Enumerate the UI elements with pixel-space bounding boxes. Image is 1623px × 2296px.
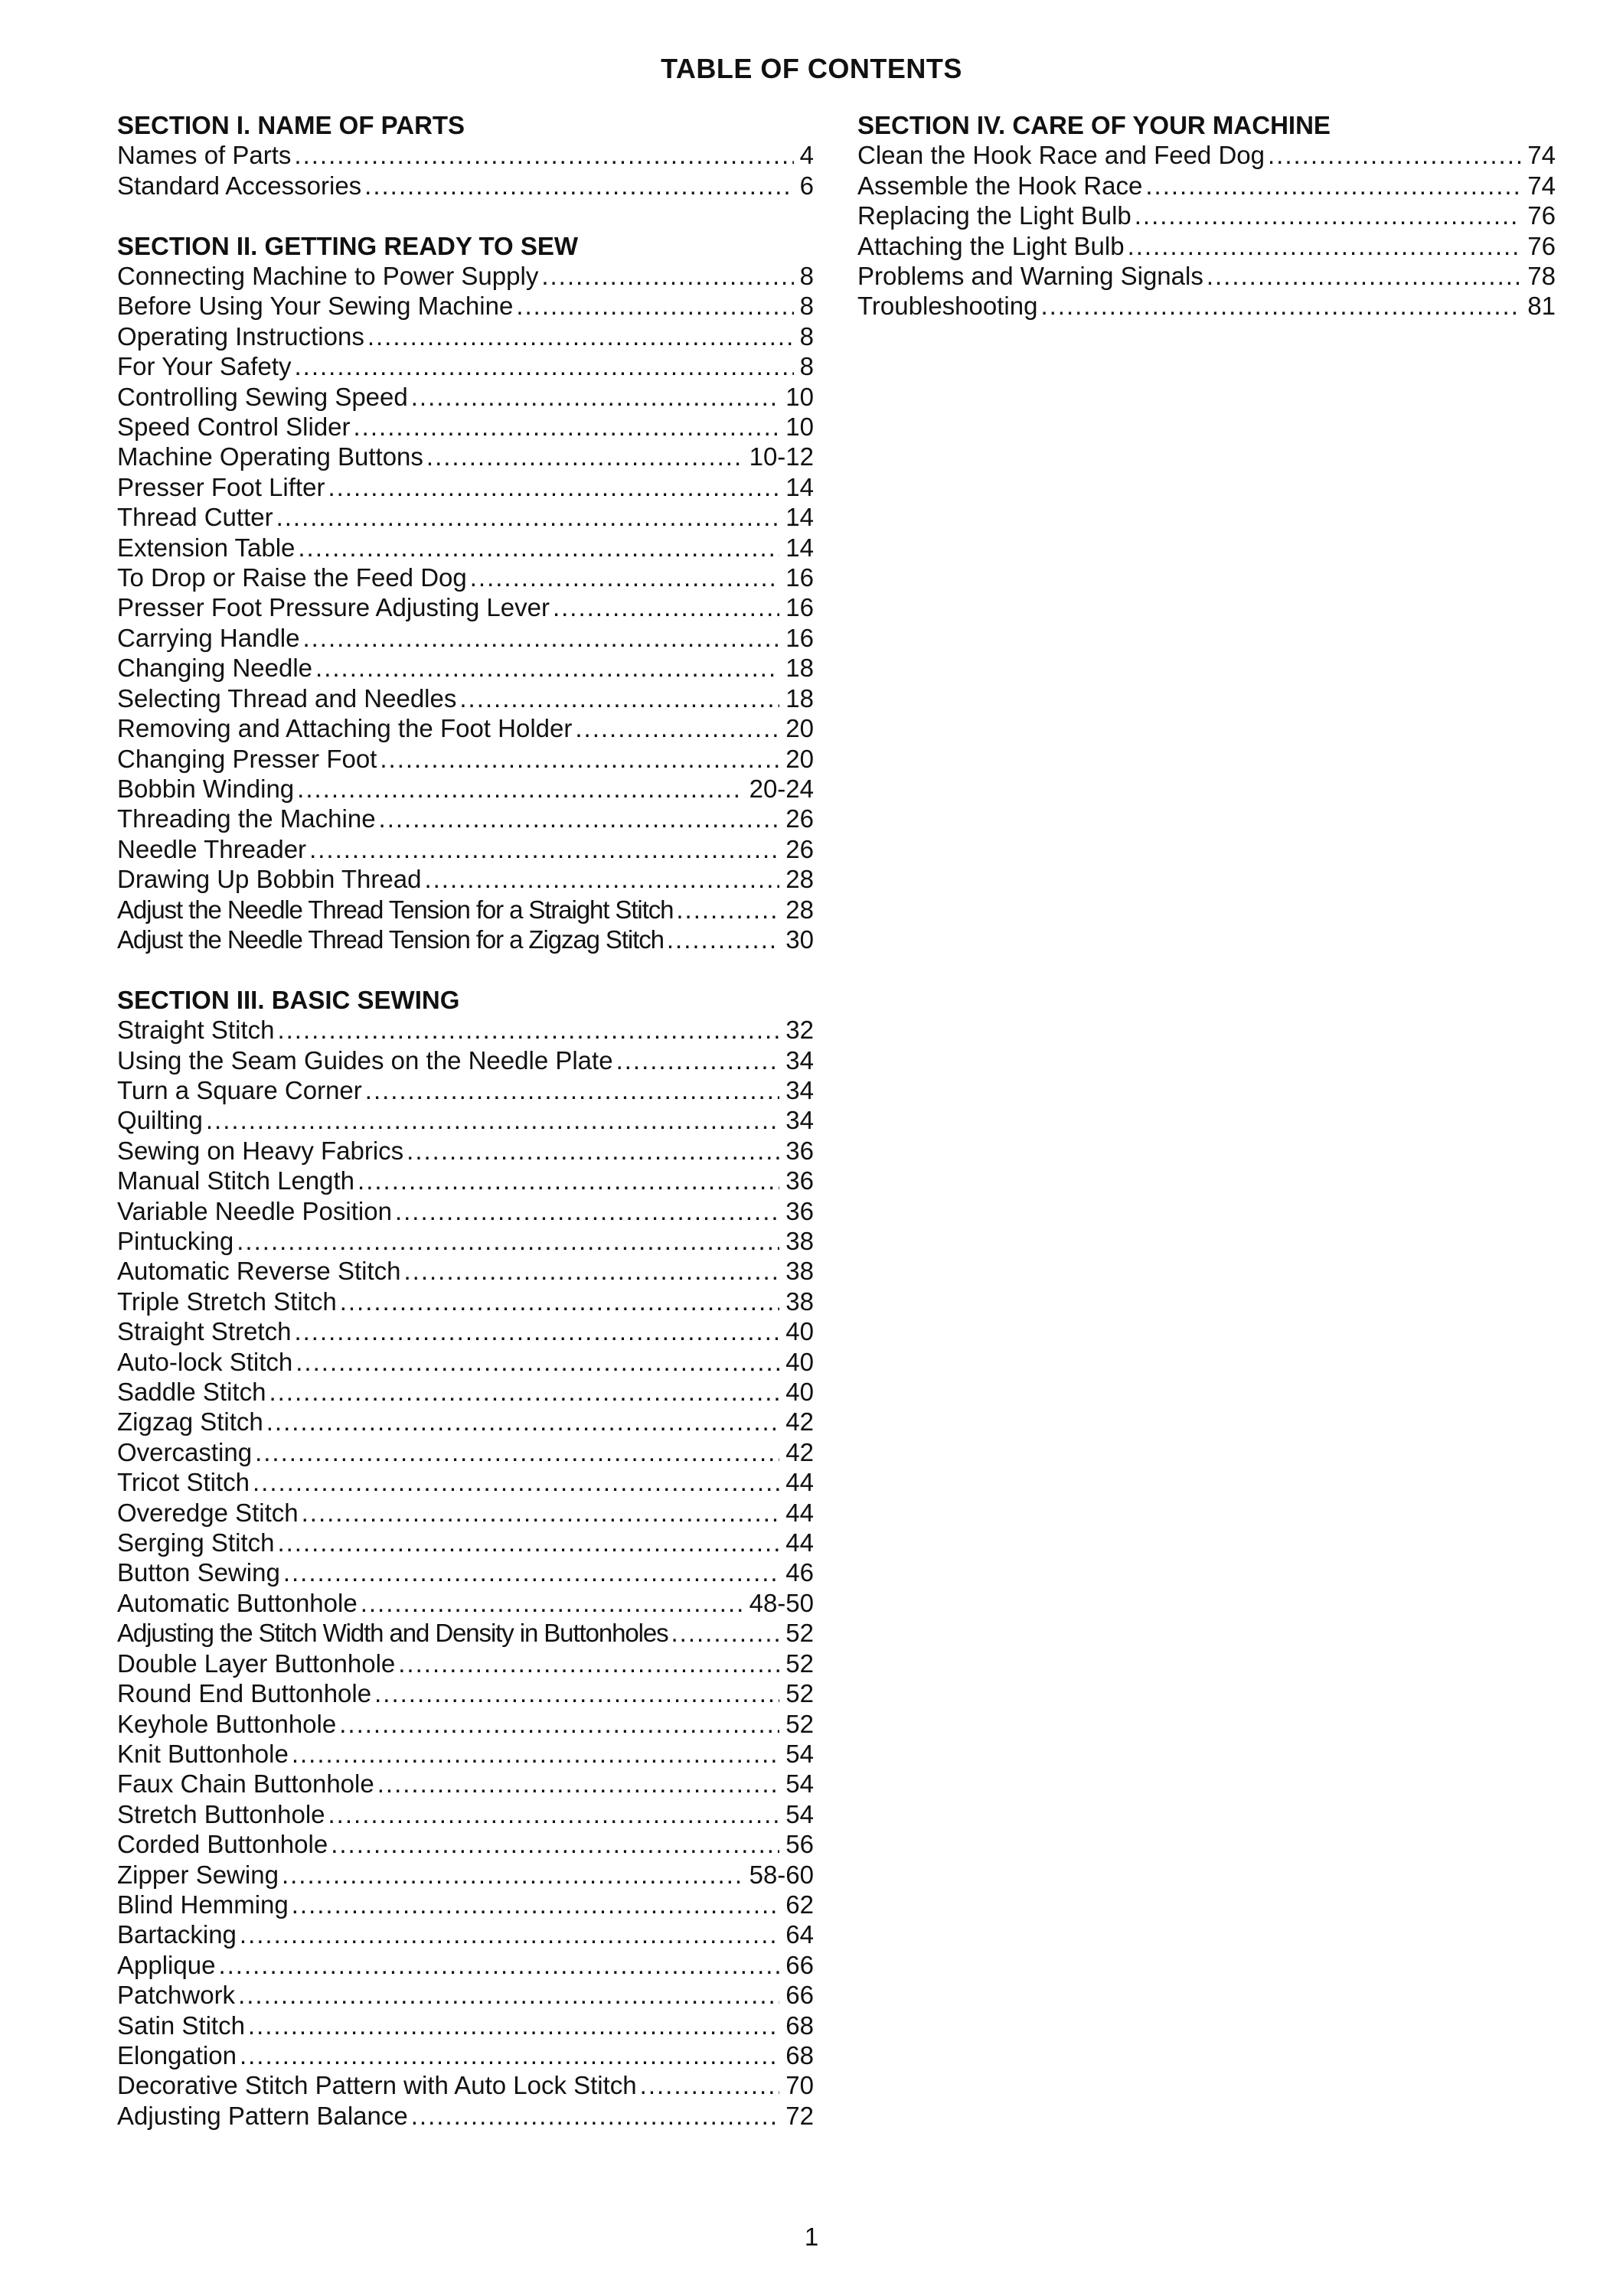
toc-entry-title: Zigzag Stitch	[117, 1407, 263, 1437]
toc-entry	[117, 683, 814, 713]
dot-leader	[377, 1769, 780, 1799]
toc-section	[117, 110, 814, 201]
toc-entry-page: 72	[785, 2101, 814, 2130]
toc-entry	[117, 804, 814, 833]
dot-leader	[1040, 291, 1521, 321]
toc-entry-title: Automatic Reverse Stitch	[117, 1257, 401, 1286]
toc-entry-title: Controlling Sewing Speed	[117, 382, 408, 411]
dot-leader	[575, 713, 779, 743]
toc-entry-title: Zipper Sewing	[117, 1860, 279, 1889]
toc-entry-page: 46	[785, 1558, 814, 1587]
toc-entry-page: 8	[799, 352, 814, 381]
toc-entry	[117, 2070, 814, 2100]
toc-entry-page: 26	[785, 804, 814, 833]
toc-entry-title: Turn a Square Corner	[117, 1075, 362, 1104]
toc-entry-page: 28	[785, 865, 814, 894]
toc-entry-title: Problems and Warning Signals	[857, 262, 1203, 291]
toc-entry-title: Bartacking	[117, 1920, 237, 1949]
toc-entry-title: Saddle Stitch	[117, 1378, 266, 1407]
toc-entry	[117, 1015, 814, 1045]
dot-leader	[328, 1799, 780, 1829]
toc-entry-title: Machine Operating Buttons	[117, 442, 423, 471]
toc-entry-title: Adjusting the Stitch Width and Density in Buttonholes	[117, 1619, 668, 1648]
toc-entry-page: 48-50	[749, 1588, 814, 1617]
toc-entry-page: 70	[785, 2071, 814, 2100]
toc-entry	[117, 412, 814, 442]
toc-entry-page: 18	[785, 654, 814, 683]
dot-leader	[240, 2040, 779, 2070]
toc-entry-page: 34	[785, 1075, 814, 1104]
toc-section	[117, 985, 814, 2131]
toc-entry	[117, 291, 814, 321]
toc-entry	[117, 382, 814, 412]
toc-entry-title: Tricot Stitch	[117, 1468, 250, 1497]
toc-entry	[857, 231, 1556, 261]
toc-entry-title: Decorative Stitch Pattern with Auto Lock Stitch	[117, 2071, 637, 2100]
toc-entry	[117, 592, 814, 622]
toc-entry-page: 30	[785, 925, 814, 954]
toc-entry	[117, 171, 814, 201]
toc-entry	[117, 1105, 814, 1135]
toc-entry-page: 44	[785, 1498, 814, 1527]
toc-entry-page: 20	[785, 744, 814, 773]
toc-entry-page: 10	[785, 382, 814, 411]
toc-entry-page: 34	[785, 1106, 814, 1135]
dot-leader	[640, 2070, 780, 2100]
dot-leader	[380, 744, 779, 774]
toc-entry	[857, 201, 1556, 230]
dot-leader	[398, 1649, 779, 1678]
toc-entry-title: Sewing on Heavy Fabrics	[117, 1136, 404, 1165]
toc-section	[857, 110, 1556, 321]
toc-entry	[117, 1950, 814, 1980]
toc-entry	[117, 653, 814, 683]
toc-entry-page: 16	[785, 593, 814, 622]
toc-entry	[117, 1498, 814, 1528]
dot-leader	[367, 321, 794, 351]
toc-entry	[117, 1829, 814, 1859]
dot-leader	[667, 925, 779, 954]
dot-leader	[302, 623, 779, 653]
toc-entry-title: Standard Accessories	[117, 171, 362, 200]
toc-entry	[117, 2011, 814, 2040]
toc-entry	[117, 140, 814, 170]
dot-leader	[616, 1045, 780, 1075]
toc-entry-title: Presser Foot Lifter	[117, 472, 325, 501]
toc-entry-page: 38	[785, 1227, 814, 1255]
toc-entry-title: Extension Table	[117, 533, 296, 562]
toc-entry-title: Automatic Buttonhole	[117, 1588, 358, 1617]
toc-entry-page: 10-12	[749, 442, 814, 471]
toc-entry-page: 56	[785, 1830, 814, 1859]
toc-entry	[117, 533, 814, 563]
dot-leader	[361, 1588, 743, 1618]
toc-entry-page: 14	[785, 472, 814, 501]
toc-entry	[857, 261, 1556, 291]
toc-entry	[117, 1467, 814, 1497]
dot-leader	[218, 1950, 779, 1980]
toc-entry	[117, 623, 814, 653]
dot-leader	[339, 1709, 779, 1739]
toc-entry-page: 16	[785, 623, 814, 652]
dot-leader	[365, 1075, 780, 1105]
toc-entry-page: 81	[1527, 292, 1556, 321]
dot-leader	[411, 2101, 780, 2131]
dot-leader	[331, 1829, 779, 1859]
toc-entry	[117, 351, 814, 381]
toc-entry-title: Faux Chain Buttonhole	[117, 1769, 374, 1799]
toc-entry-title: Using the Seam Guides on the Needle Plate	[117, 1045, 613, 1075]
toc-entry	[117, 744, 814, 774]
toc-entry-title: Quilting	[117, 1106, 203, 1135]
dot-leader	[255, 1437, 779, 1467]
toc-entry-title: Keyhole Buttonhole	[117, 1709, 337, 1738]
toc-entry-page: 74	[1527, 171, 1556, 200]
section-heading: SECTION I. NAME OF PARTS	[117, 111, 465, 139]
toc-entry	[117, 1045, 814, 1075]
toc-entry	[117, 1226, 814, 1256]
dot-leader	[315, 653, 779, 683]
toc-entry-title: Manual Stitch Length	[117, 1166, 355, 1195]
toc-entry-title: Needle Threader	[117, 834, 307, 863]
toc-entry-title: Straight Stretch	[117, 1317, 292, 1346]
dot-leader	[459, 683, 779, 713]
toc-entry	[117, 442, 814, 471]
dot-leader	[407, 1136, 779, 1166]
toc-entry-title: Troubleshooting	[857, 292, 1038, 321]
dot-leader	[237, 1226, 779, 1256]
toc-entry	[117, 1618, 814, 1648]
toc-entry	[117, 774, 814, 804]
toc-entry-title: Knit Buttonhole	[117, 1739, 289, 1768]
toc-entry	[117, 2040, 814, 2070]
toc-entry-title: Button Sewing	[117, 1558, 280, 1587]
toc-entry-page: 52	[785, 1649, 814, 1678]
toc-entry	[117, 1769, 814, 1799]
toc-entry-page: 58-60	[749, 1860, 814, 1889]
toc-entry-title: Names of Parts	[117, 141, 292, 170]
dot-leader	[1207, 261, 1521, 291]
toc-entry-title: Corded Buttonhole	[117, 1830, 328, 1859]
dot-leader	[340, 1287, 780, 1316]
dot-leader	[297, 774, 743, 804]
toc-entry-page: 42	[785, 1407, 814, 1437]
toc-entry	[117, 1588, 814, 1618]
toc-entry	[117, 1347, 814, 1377]
toc-left-column	[117, 110, 814, 2161]
toc-entry-title: Operating Instructions	[117, 321, 364, 351]
toc-entry-page: 10	[785, 413, 814, 442]
toc-entry	[117, 1557, 814, 1587]
toc-entry-page: 76	[1527, 201, 1556, 230]
toc-entry-page: 38	[785, 1257, 814, 1286]
dot-leader	[294, 351, 793, 381]
toc-entry-title: Threading the Machine	[117, 804, 376, 833]
toc-entry-page: 14	[785, 533, 814, 562]
dot-leader	[266, 1407, 780, 1437]
toc-entry-title: Adjust the Needle Thread Tension for a Straight Stitch	[117, 895, 674, 924]
toc-entry-page: 8	[799, 292, 814, 321]
toc-entry-title: Adjusting Pattern Balance	[117, 2101, 408, 2130]
toc-entry-page: 4	[799, 141, 814, 170]
toc-entry-page: 6	[799, 171, 814, 200]
toc-entry-title: Variable Needle Position	[117, 1196, 392, 1225]
dot-leader	[1128, 231, 1522, 261]
dot-leader	[269, 1377, 779, 1407]
toc-entry	[117, 1739, 814, 1769]
dot-leader	[277, 1015, 779, 1045]
toc-entry	[117, 1649, 814, 1678]
toc-entry-title: Round End Buttonhole	[117, 1679, 372, 1708]
toc-entry-title: Auto-lock Stitch	[117, 1347, 293, 1376]
toc-entry	[117, 713, 814, 743]
toc-entry-title: Before Using Your Sewing Machine	[117, 292, 514, 321]
toc-entry	[857, 140, 1556, 170]
toc-entry-page: 68	[785, 2011, 814, 2040]
toc-entry	[117, 1919, 814, 1949]
toc-entry-page: 44	[785, 1528, 814, 1557]
section-heading: SECTION II. GETTING READY TO SEW	[117, 231, 579, 260]
toc-entry-title: Clean the Hook Race and Feed Dog	[857, 141, 1265, 170]
toc-entry	[117, 834, 814, 864]
toc-entry-title: Carrying Handle	[117, 623, 300, 652]
dot-leader	[553, 592, 779, 622]
toc-entry-title: For Your Safety	[117, 352, 292, 381]
toc-entry	[117, 261, 814, 291]
toc-entry-title: Selecting Thread and Needles	[117, 683, 457, 713]
toc-entry-title: Bobbin Winding	[117, 774, 295, 803]
toc-entry	[857, 171, 1556, 201]
toc-entry-title: Presser Foot Pressure Adjusting Lever	[117, 593, 550, 622]
toc-entry	[117, 1377, 814, 1407]
toc-entry	[117, 1860, 814, 1890]
toc-entry-title: Connecting Machine to Power Supply	[117, 262, 539, 291]
toc-entry-title: To Drop or Raise the Feed Dog	[117, 563, 467, 592]
page-number: 1	[804, 2223, 819, 2251]
toc-entry-title: Replacing the Light Bulb	[857, 201, 1132, 230]
dot-leader	[298, 533, 779, 563]
toc-entry	[117, 1678, 814, 1708]
toc-entry-page: 40	[785, 1317, 814, 1346]
toc-section	[117, 231, 814, 955]
toc-entry-page: 26	[785, 834, 814, 863]
toc-entry	[117, 1136, 814, 1166]
toc-entry-title: Thread Cutter	[117, 503, 273, 532]
page-title: TABLE OF CONTENTS	[661, 53, 962, 84]
toc-entry	[117, 1709, 814, 1739]
dot-leader	[206, 1105, 779, 1135]
dot-leader	[379, 804, 780, 833]
dot-leader	[424, 864, 779, 894]
dot-leader	[277, 1528, 779, 1557]
toc-entry-page: 32	[785, 1016, 814, 1045]
toc-entry-page: 36	[785, 1136, 814, 1165]
toc-entry-page: 28	[785, 895, 814, 924]
toc-entry-page: 68	[785, 2040, 814, 2069]
dot-leader	[676, 895, 779, 925]
toc-entry-title: Elongation	[117, 2040, 237, 2069]
toc-entry-page: 14	[785, 503, 814, 532]
dot-leader	[671, 1618, 779, 1648]
dot-leader	[403, 1256, 779, 1286]
dot-leader	[374, 1678, 779, 1708]
toc-entry-page: 8	[799, 321, 814, 351]
toc-entry	[117, 563, 814, 592]
dot-leader	[328, 472, 779, 502]
toc-entry-title: Applique	[117, 1950, 216, 1979]
toc-right-column	[857, 110, 1556, 351]
toc-entry-page: 20	[785, 714, 814, 743]
toc-entry-page: 62	[785, 1890, 814, 1919]
toc-entry	[117, 1437, 814, 1467]
dot-leader	[276, 502, 780, 532]
section-heading: SECTION III. BASIC SEWING	[117, 985, 460, 1014]
toc-entry-title: Drawing Up Bobbin Thread	[117, 865, 422, 894]
dot-leader	[294, 140, 793, 170]
dot-leader	[470, 563, 780, 592]
dot-leader	[292, 1890, 780, 1919]
toc-entry	[117, 1980, 814, 2010]
toc-entry-title: Removing and Attaching the Foot Holder	[117, 714, 573, 743]
toc-entry-title: Straight Stitch	[117, 1016, 275, 1045]
toc-entry-title: Blind Hemming	[117, 1890, 289, 1919]
toc-entry	[117, 2101, 814, 2131]
dot-leader	[364, 171, 793, 201]
dot-leader	[411, 382, 780, 412]
dot-leader	[253, 1467, 779, 1497]
toc-entry	[117, 1075, 814, 1105]
toc-entry-page: 38	[785, 1287, 814, 1316]
toc-entry	[117, 502, 814, 532]
dot-leader	[541, 261, 793, 291]
dot-leader	[1145, 171, 1521, 201]
toc-entry	[857, 291, 1556, 321]
toc-entry-page: 66	[785, 1950, 814, 1979]
toc-entry-title: Patchwork	[117, 1981, 236, 2010]
toc-entry-page: 52	[785, 1679, 814, 1708]
toc-entry-page: 78	[1527, 262, 1556, 291]
toc-entry	[117, 1890, 814, 1919]
toc-entry-page: 20-24	[749, 774, 814, 803]
toc-entry-title: Speed Control Slider	[117, 413, 351, 442]
toc-entry-page: 18	[785, 683, 814, 713]
toc-entry	[117, 472, 814, 502]
dot-leader	[283, 1557, 779, 1587]
toc-entry	[117, 1528, 814, 1557]
toc-entry-title: Double Layer Buttonhole	[117, 1649, 396, 1678]
toc-entry-page: 52	[785, 1619, 814, 1648]
dot-leader	[354, 412, 780, 442]
toc-entry-page: 54	[785, 1799, 814, 1828]
toc-entry-title: Stretch Buttonhole	[117, 1799, 325, 1828]
toc-entry-page: 42	[785, 1437, 814, 1466]
toc-entry-title: Assemble the Hook Race	[857, 171, 1143, 200]
dot-leader	[292, 1739, 779, 1769]
toc-entry-page: 36	[785, 1166, 814, 1195]
dot-leader	[516, 291, 793, 321]
dot-leader	[302, 1498, 780, 1528]
dot-leader	[282, 1860, 743, 1890]
dot-leader	[240, 1919, 779, 1949]
toc-entry	[117, 895, 814, 925]
toc-entry-title: Attaching the Light Bulb	[857, 231, 1125, 260]
dot-leader	[309, 834, 779, 864]
dot-leader	[296, 1347, 779, 1377]
toc-entry-page: 36	[785, 1196, 814, 1225]
toc-entry-page: 40	[785, 1378, 814, 1407]
toc-entry-page: 74	[1527, 141, 1556, 170]
toc-entry	[117, 1256, 814, 1286]
toc-entry-title: Satin Stitch	[117, 2011, 245, 2040]
dot-leader	[248, 2011, 779, 2040]
dot-leader	[1268, 140, 1521, 170]
toc-entry-page: 76	[1527, 231, 1556, 260]
toc-entry	[117, 1799, 814, 1829]
toc-entry-page: 34	[785, 1045, 814, 1075]
toc-entry-page: 44	[785, 1468, 814, 1497]
dot-leader	[358, 1166, 779, 1195]
toc-entry-title: Serging Stitch	[117, 1528, 275, 1557]
dot-leader	[294, 1316, 779, 1346]
toc-entry-page: 16	[785, 563, 814, 592]
toc-entry-title: Changing Presser Foot	[117, 744, 377, 773]
toc-entry-title: Triple Stretch Stitch	[117, 1287, 337, 1316]
toc-entry-page: 66	[785, 1981, 814, 2010]
toc-entry-title: Pintucking	[117, 1227, 234, 1255]
toc-entry	[117, 1196, 814, 1226]
toc-entry-page: 8	[799, 262, 814, 291]
toc-entry-title: Adjust the Needle Thread Tension for a Zigzag Stitch	[117, 925, 664, 954]
toc-entry-page: 54	[785, 1769, 814, 1799]
toc-entry-page: 52	[785, 1709, 814, 1738]
toc-entry-page: 64	[785, 1920, 814, 1949]
toc-entry	[117, 1407, 814, 1437]
section-heading: SECTION IV. CARE OF YOUR MACHINE	[857, 111, 1331, 139]
toc-entry	[117, 1316, 814, 1346]
toc-entry	[117, 864, 814, 894]
dot-leader	[238, 1980, 779, 2010]
toc-entry	[117, 321, 814, 351]
toc-entry	[117, 1287, 814, 1316]
dot-leader	[395, 1196, 779, 1226]
dot-leader	[426, 442, 743, 471]
dot-leader	[1135, 201, 1522, 230]
toc-entry-title: Overedge Stitch	[117, 1498, 299, 1527]
toc-entry	[117, 1166, 814, 1195]
toc-entry-page: 54	[785, 1739, 814, 1768]
toc-entry-page: 40	[785, 1347, 814, 1376]
toc-entry-title: Changing Needle	[117, 654, 313, 683]
toc-entry-title: Overcasting	[117, 1437, 253, 1466]
toc-entry	[117, 925, 814, 954]
